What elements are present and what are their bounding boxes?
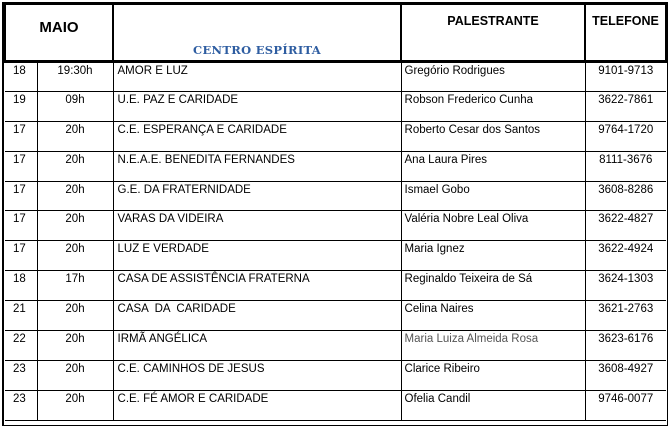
center-cell: U.E. PAZ E CARIDADE	[113, 91, 401, 121]
speaker-cell: Valéria Nobre Leal Oliva	[401, 211, 585, 241]
time-cell: 20h	[37, 151, 113, 181]
time-cell: 09h	[37, 91, 113, 121]
day-cell: 19	[5, 91, 37, 121]
day-cell: 17	[5, 121, 37, 151]
time-cell: 20h	[37, 331, 113, 361]
day-cell: 23	[5, 390, 37, 420]
center-cell: LUZ E VERDADE	[113, 241, 401, 271]
center-cell: IRMÃ ANGÉLICA	[113, 331, 401, 361]
time-cell: 17h	[37, 271, 113, 301]
phone-cell: 3608-4927	[585, 360, 666, 390]
table-row	[5, 271, 666, 301]
speaker-cell: Clarice Ribeiro	[401, 360, 585, 390]
day-cell: 17	[5, 151, 37, 181]
table-header-row	[5, 4, 666, 62]
speaker-cell: Ismael Gobo	[401, 181, 585, 211]
table-row	[5, 360, 666, 390]
speaker-cell: Maria Luiza Almeida Rosa	[401, 331, 585, 361]
day-cell: 22	[5, 331, 37, 361]
phone-cell: 9764-1720	[585, 121, 666, 151]
table-row	[5, 151, 666, 181]
time-cell: 20h	[37, 390, 113, 420]
table-row	[5, 121, 666, 151]
day-cell: 18	[5, 271, 37, 301]
table-row	[5, 211, 666, 241]
center-cell: G.E. DA FRATERNIDADE	[113, 181, 401, 211]
speaker-cell: Maria Ignez	[401, 241, 585, 271]
phone-cell: 3622-4924	[585, 241, 666, 271]
day-cell: 23	[5, 360, 37, 390]
center-cell: C.E. FÉ AMOR E CARIDADE	[113, 390, 401, 420]
schedule-table	[4, 2, 667, 421]
speaker-cell: Celina Naires	[401, 301, 585, 331]
day-cell: 17	[5, 241, 37, 271]
center-cell: N.E.A.E. BENEDITA FERNANDES	[113, 151, 401, 181]
time-cell: 20h	[37, 211, 113, 241]
speaker-header: PALESTRANTE	[401, 4, 585, 62]
speaker-cell: Robson Frederico Cunha	[401, 91, 585, 121]
time-cell: 20h	[37, 241, 113, 271]
table-row	[5, 390, 666, 420]
phone-cell: 3622-4827	[585, 211, 666, 241]
phone-cell: 3622-7861	[585, 91, 666, 121]
center-cell: VARAS DA VIDEIRA	[113, 211, 401, 241]
phone-cell: 9101-9713	[585, 62, 666, 92]
table-row	[5, 181, 666, 211]
table-row	[5, 91, 666, 121]
time-cell: 20h	[37, 121, 113, 151]
center-cell: AMOR E LUZ	[113, 62, 401, 92]
center-header: CENTRO ESPÍRITA	[113, 4, 401, 62]
speaker-cell: Reginaldo Teixeira de Sá	[401, 271, 585, 301]
speaker-cell: Gregório Rodrigues	[401, 62, 585, 92]
schedule-sheet	[2, 2, 668, 426]
phone-cell: 3623-6176	[585, 331, 666, 361]
speaker-cell: Ana Laura Pires	[401, 151, 585, 181]
center-cell: CASA DA CARIDADE	[113, 301, 401, 331]
day-cell: 17	[5, 181, 37, 211]
table-row	[5, 62, 666, 92]
table-row	[5, 331, 666, 361]
speaker-cell: Ofelia Candil	[401, 390, 585, 420]
table-row	[5, 241, 666, 271]
center-cell: CASA DE ASSISTÊNCIA FRATERNA	[113, 271, 401, 301]
month-header: MAIO	[5, 4, 113, 62]
day-cell: 21	[5, 301, 37, 331]
phone-cell: 3624-1303	[585, 271, 666, 301]
phone-header: TELEFONE	[585, 4, 666, 62]
phone-cell: 3608-8286	[585, 181, 666, 211]
phone-cell: 3621-2763	[585, 301, 666, 331]
time-cell: 20h	[37, 360, 113, 390]
day-cell: 17	[5, 211, 37, 241]
speaker-cell: Roberto Cesar dos Santos	[401, 121, 585, 151]
phone-cell: 8111-3676	[585, 151, 666, 181]
time-cell: 20h	[37, 301, 113, 331]
center-cell: C.E. CAMINHOS DE JESUS	[113, 360, 401, 390]
time-cell: 20h	[37, 181, 113, 211]
phone-cell: 9746-0077	[585, 390, 666, 420]
time-cell: 19:30h	[37, 62, 113, 92]
table-row	[5, 301, 666, 331]
day-cell: 18	[5, 62, 37, 92]
center-cell: C.E. ESPERANÇA E CARIDADE	[113, 121, 401, 151]
